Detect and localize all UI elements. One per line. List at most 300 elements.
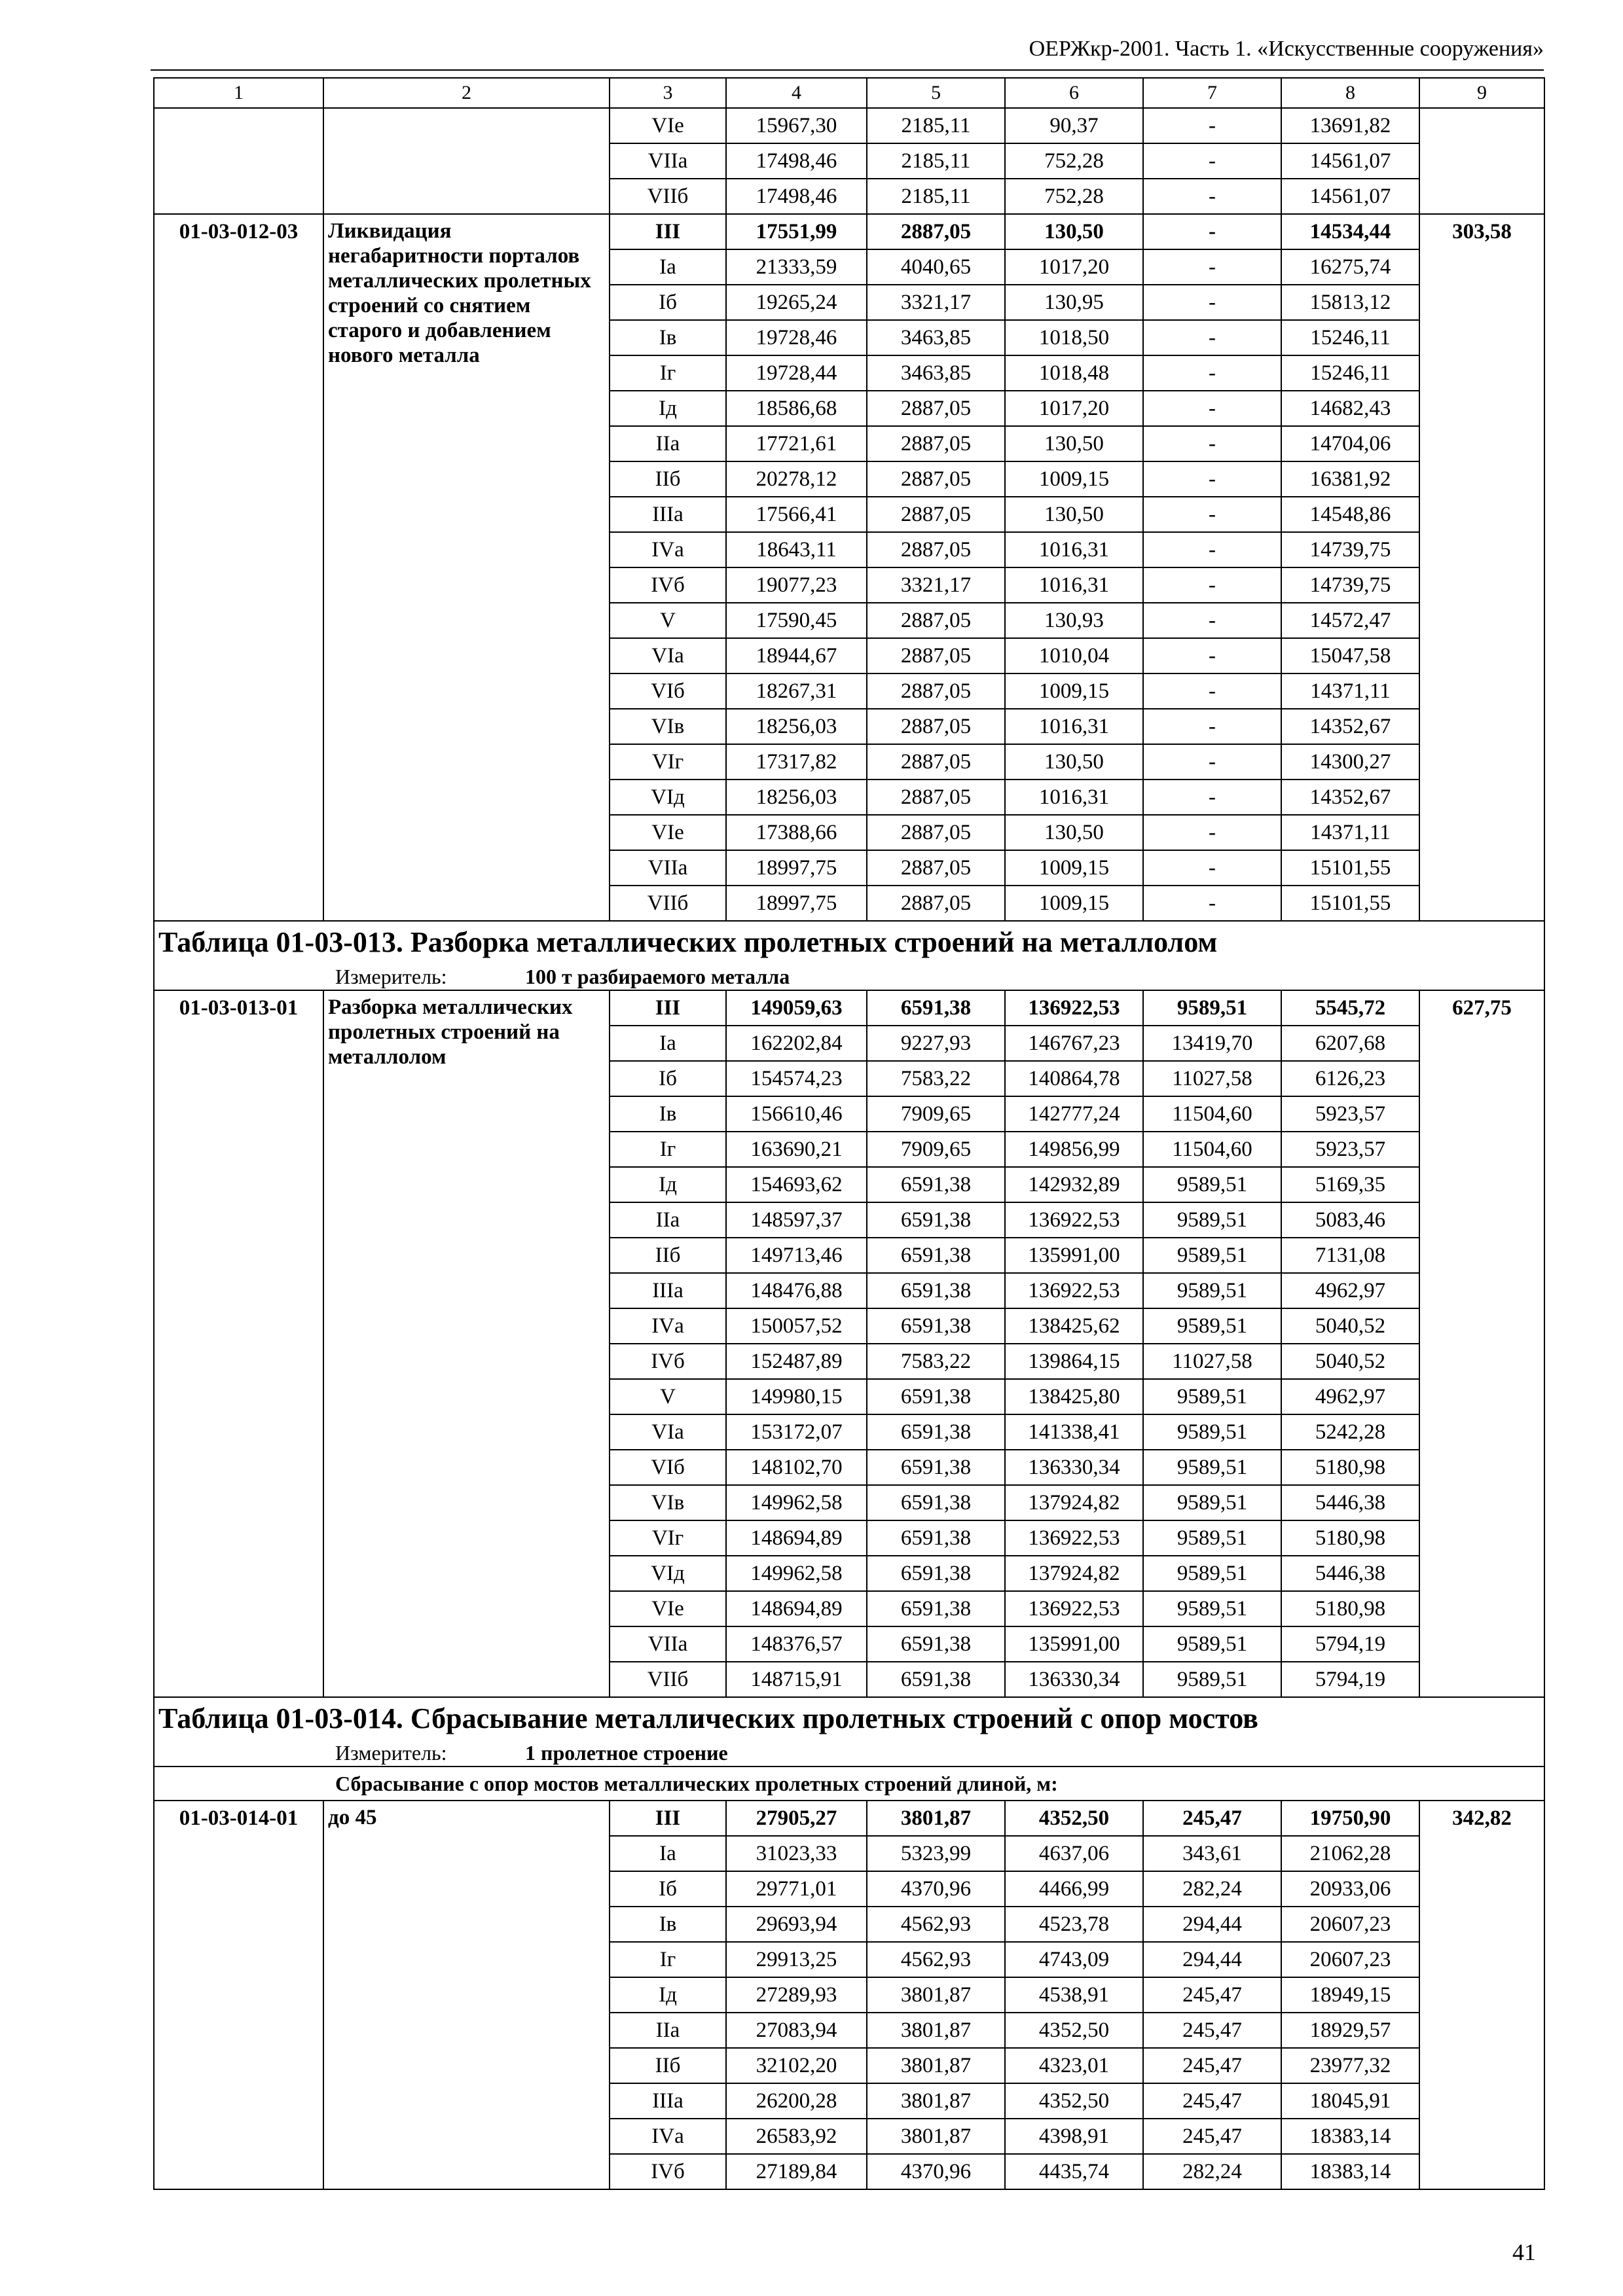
index-value: 342,82 [1419,1801,1544,2189]
cost-value: 4538,91 [1005,1977,1143,2013]
region-zone: IIб [610,1238,726,1273]
empty-cell [323,108,610,214]
cost-value: - [1143,744,1281,780]
cost-value: 18997,75 [726,886,867,921]
cost-value: 9589,51 [1143,1485,1281,1520]
column-number-row [154,78,1544,108]
cost-value: 9589,51 [1143,1591,1281,1626]
cost-value: 343,61 [1143,1836,1281,1871]
cost-value: 130,50 [1005,815,1143,850]
cost-value: 14572,47 [1281,603,1419,638]
cost-value: 27189,84 [726,2154,867,2189]
cost-value: 6591,38 [867,1450,1005,1485]
cost-value: 5040,52 [1281,1344,1419,1379]
region-zone: IVб [610,1344,726,1379]
cost-value: 14561,07 [1281,143,1419,179]
cost-value: 9589,51 [1143,1626,1281,1662]
cost-value: 5169,35 [1281,1167,1419,1202]
region-zone: VIг [610,1520,726,1556]
cost-value: 6591,38 [867,1485,1005,1520]
cost-value: 15047,58 [1281,638,1419,673]
cost-value: 2887,05 [867,214,1005,249]
column-number: 8 [1281,78,1419,108]
cost-value: 245,47 [1143,2048,1281,2083]
cost-value: 6591,38 [867,1308,1005,1344]
cost-value: 3801,87 [867,2119,1005,2154]
cost-value: 6591,38 [867,1273,1005,1308]
cost-value: 6126,23 [1281,1061,1419,1096]
subheader-row [154,1767,1544,1801]
cost-value: 9589,51 [1143,1556,1281,1591]
cost-value: 4435,74 [1005,2154,1143,2189]
cost-value: 14739,75 [1281,532,1419,567]
cost-value: 156610,46 [726,1096,867,1132]
cost-value: - [1143,709,1281,744]
cost-value: 138425,80 [1005,1379,1143,1414]
cost-value: 135991,00 [1005,1626,1143,1662]
region-zone: VIе [610,815,726,850]
cost-value: - [1143,320,1281,355]
cost-value: 9589,51 [1143,1450,1281,1485]
cost-value: 3321,17 [867,567,1005,603]
cost-value: 130,93 [1005,603,1143,638]
cost-value: 4370,96 [867,2154,1005,2189]
cost-value: 6591,38 [867,1414,1005,1450]
cost-value: 9589,51 [1143,990,1281,1026]
cost-value: 15101,55 [1281,886,1419,921]
subheader-text: Сбрасывание с опор мостов металлических пролетных строений длиной, м: [154,1767,1544,1801]
cost-value: 140864,78 [1005,1061,1143,1096]
cost-value: 21062,28 [1281,1836,1419,1871]
table-row [154,108,1544,143]
cost-value: 152487,89 [726,1344,867,1379]
cost-value: 15246,11 [1281,320,1419,355]
cost-value: 4323,01 [1005,2048,1143,2083]
cost-value: 7909,65 [867,1132,1005,1167]
cost-value: 149713,46 [726,1238,867,1273]
cost-value: 7583,22 [867,1061,1005,1096]
region-zone: V [610,603,726,638]
cost-value: 11027,58 [1143,1344,1281,1379]
region-zone: VIIб [610,886,726,921]
cost-value: 23977,32 [1281,2048,1419,2083]
cost-value: 282,24 [1143,2154,1281,2189]
cost-value: 1018,50 [1005,320,1143,355]
cost-value: 3463,85 [867,355,1005,391]
cost-value: 2887,05 [867,603,1005,638]
region-zone: Iб [610,1871,726,1907]
cost-value: 148102,70 [726,1450,867,1485]
cost-value: 14352,67 [1281,709,1419,744]
page-number: 41 [1512,2239,1536,2265]
cost-value: 15246,11 [1281,355,1419,391]
cost-value: 18383,14 [1281,2154,1419,2189]
column-number: 3 [610,78,726,108]
cost-value: 9589,51 [1143,1167,1281,1202]
cost-value: 17721,61 [726,426,867,461]
cost-value: 3801,87 [867,1977,1005,2013]
cost-value: 148715,91 [726,1662,867,1697]
cost-value: 6207,68 [1281,1026,1419,1061]
column-number: 4 [726,78,867,108]
cost-value: 2887,05 [867,461,1005,497]
column-number: 7 [1143,78,1281,108]
measure-row [154,1740,1544,1767]
table-row [154,1801,1544,1836]
cost-value: 2887,05 [867,673,1005,709]
region-zone: III [610,1801,726,1836]
cost-value: 3801,87 [867,2083,1005,2119]
cost-value: 4398,91 [1005,2119,1143,2154]
cost-value: 1009,15 [1005,886,1143,921]
cost-value: 16381,92 [1281,461,1419,497]
cost-value: 14739,75 [1281,567,1419,603]
cost-value: 19728,46 [726,320,867,355]
cost-value: 20607,23 [1281,1942,1419,1977]
cost-value: 4562,93 [867,1907,1005,1942]
cost-value: 17388,66 [726,815,867,850]
region-zone: Iб [610,1061,726,1096]
cost-value: - [1143,143,1281,179]
cost-value: 1009,15 [1005,673,1143,709]
measure-value: 100 т разбираемого металла [525,965,790,988]
cost-value: 9589,51 [1143,1414,1281,1450]
cost-value: 142777,24 [1005,1096,1143,1132]
cost-value: 14371,11 [1281,815,1419,850]
cost-value: 4466,99 [1005,1871,1143,1907]
index-value: 303,58 [1419,214,1544,921]
cost-value: 14561,07 [1281,179,1419,214]
cost-value: - [1143,567,1281,603]
cost-value: 18383,14 [1281,2119,1419,2154]
cost-value: 29693,94 [726,1907,867,1942]
cost-value: 136922,53 [1005,1202,1143,1238]
item-code: 01-03-014-01 [154,1801,323,2189]
cost-value: 5794,19 [1281,1626,1419,1662]
cost-value: 163690,21 [726,1132,867,1167]
cost-value: 5923,57 [1281,1096,1419,1132]
region-zone: IIIа [610,2083,726,2119]
cost-value: 20278,12 [726,461,867,497]
region-zone: IVб [610,2154,726,2189]
cost-value: 142932,89 [1005,1167,1143,1202]
region-zone: Iа [610,1836,726,1871]
cost-value: 9589,51 [1143,1662,1281,1697]
region-zone: VIб [610,673,726,709]
cost-value: 9589,51 [1143,1202,1281,1238]
cost-value: 18586,68 [726,391,867,426]
region-zone: IIа [610,1202,726,1238]
cost-value: 162202,84 [726,1026,867,1061]
cost-value: 14300,27 [1281,744,1419,780]
header-rule [151,69,1544,71]
estimate-table [153,77,1545,2190]
cost-value: 7131,08 [1281,1238,1419,1273]
cost-value: 4370,96 [867,1871,1005,1907]
cost-value: 130,50 [1005,497,1143,532]
cost-value: 17590,45 [726,603,867,638]
cost-value: 282,24 [1143,1871,1281,1907]
table-title: Таблица 01-03-013. Разборка металлических пролетных строений на металлолом [154,921,1544,963]
cost-value: 20933,06 [1281,1871,1419,1907]
cost-value: 3321,17 [867,285,1005,320]
cost-value: 18256,03 [726,709,867,744]
cost-value: 137924,82 [1005,1485,1143,1520]
cost-value: 5083,46 [1281,1202,1419,1238]
cost-value: 29913,25 [726,1942,867,1977]
cost-value: 137924,82 [1005,1556,1143,1591]
cost-value: 5545,72 [1281,990,1419,1026]
cost-value: 11504,60 [1143,1096,1281,1132]
cost-value: 245,47 [1143,2013,1281,2048]
region-zone: VIа [610,638,726,673]
cost-value: 3801,87 [867,2013,1005,2048]
region-zone: VIв [610,1485,726,1520]
cost-value: 18997,75 [726,850,867,886]
region-zone: Iв [610,1907,726,1942]
cost-value: - [1143,355,1281,391]
cost-value: 136330,34 [1005,1662,1143,1697]
cost-value: - [1143,391,1281,426]
cost-value: 14534,44 [1281,214,1419,249]
cost-value: 1010,04 [1005,638,1143,673]
cost-value: 2887,05 [867,532,1005,567]
cost-value: 6591,38 [867,1167,1005,1202]
cost-value: 11504,60 [1143,1132,1281,1167]
cost-value: - [1143,673,1281,709]
region-zone: IVа [610,1308,726,1344]
region-zone: IVа [610,532,726,567]
cost-value: 5180,98 [1281,1450,1419,1485]
cost-value: 153172,07 [726,1414,867,1450]
cost-value: 2887,05 [867,886,1005,921]
cost-value: 245,47 [1143,1801,1281,1836]
cost-value: 6591,38 [867,1202,1005,1238]
cost-value: 11027,58 [1143,1061,1281,1096]
region-zone: VIIб [610,1662,726,1697]
cost-value: 14704,06 [1281,426,1419,461]
cost-value: 7909,65 [867,1096,1005,1132]
region-zone: IIа [610,2013,726,2048]
cost-value: 32102,20 [726,2048,867,2083]
cost-value: - [1143,285,1281,320]
region-zone: III [610,990,726,1026]
region-zone: VIд [610,780,726,815]
cost-value: 4523,78 [1005,1907,1143,1942]
cost-value: 17551,99 [726,214,867,249]
cost-value: 245,47 [1143,2083,1281,2119]
cost-value: 18643,11 [726,532,867,567]
cost-value: 136922,53 [1005,990,1143,1026]
cost-value: 149962,58 [726,1556,867,1591]
cost-value: 7583,22 [867,1344,1005,1379]
cost-value: 2887,05 [867,815,1005,850]
cost-value: 17566,41 [726,497,867,532]
region-zone: Iа [610,249,726,285]
cost-value: - [1143,214,1281,249]
cost-value: 130,95 [1005,285,1143,320]
region-zone: Iд [610,391,726,426]
region-zone: VIе [610,108,726,143]
column-number: 6 [1005,78,1143,108]
cost-value: 294,44 [1143,1907,1281,1942]
cost-value: 18949,15 [1281,1977,1419,2013]
cost-value: 1018,48 [1005,355,1143,391]
cost-value: 2887,05 [867,391,1005,426]
cost-value: 6591,38 [867,990,1005,1026]
item-name: Разборка металлических пролетных строений на металлолом [323,990,610,1697]
cost-value: - [1143,532,1281,567]
cost-value: 20607,23 [1281,1907,1419,1942]
cost-value: 1016,31 [1005,567,1143,603]
cost-value: 14371,11 [1281,673,1419,709]
region-zone: IIIа [610,1273,726,1308]
item-code: 01-03-013-01 [154,990,323,1697]
item-name: Ликвидация негабаритности порталов металлических пролетных строений со снятием старого и добавлением нового металла [323,214,610,921]
cost-value: 5794,19 [1281,1662,1419,1697]
cost-value: 149980,15 [726,1379,867,1414]
cost-value: 148476,88 [726,1273,867,1308]
table-title: Таблица 01-03-014. Сбрасывание металлических пролетных строений с опор мостов [154,1697,1544,1740]
cost-value: - [1143,426,1281,461]
cost-value: 6591,38 [867,1520,1005,1556]
cost-value: 21333,59 [726,249,867,285]
cost-value: - [1143,249,1281,285]
column-number: 9 [1419,78,1544,108]
cost-value: 9589,51 [1143,1308,1281,1344]
cost-value: 6591,38 [867,1379,1005,1414]
cost-value: - [1143,815,1281,850]
table-row [154,214,1544,249]
cost-value: 146767,23 [1005,1026,1143,1061]
cost-value: - [1143,638,1281,673]
region-zone: IVа [610,2119,726,2154]
cost-value: 2185,11 [867,143,1005,179]
cost-value: 136922,53 [1005,1591,1143,1626]
region-zone: Iд [610,1167,726,1202]
cost-value: 135991,00 [1005,1238,1143,1273]
column-number: 1 [154,78,323,108]
cost-value: 148694,89 [726,1591,867,1626]
cost-value: 5923,57 [1281,1132,1419,1167]
cost-value: 148376,57 [726,1626,867,1662]
cost-value: 136330,34 [1005,1450,1143,1485]
region-zone: V [610,1379,726,1414]
column-number: 5 [867,78,1005,108]
measure-label: Измеритель: [335,965,447,988]
measure-cell [154,963,1544,990]
cost-value: 29771,01 [726,1871,867,1907]
cost-value: 18944,67 [726,638,867,673]
cost-value: 154574,23 [726,1061,867,1096]
cost-value: 19077,23 [726,567,867,603]
cost-value: 6591,38 [867,1556,1005,1591]
cost-value: 2887,05 [867,709,1005,744]
page-header: ОЕРЖкр-2001. Часть 1. «Искусственные сооружения» [1029,37,1544,61]
cost-value: 5040,52 [1281,1308,1419,1344]
region-zone: VIIб [610,179,726,214]
cost-value: 6591,38 [867,1662,1005,1697]
cost-value: 245,47 [1143,1977,1281,2013]
cost-value: 18256,03 [726,780,867,815]
cost-value: - [1143,108,1281,143]
cost-value: 2887,05 [867,638,1005,673]
region-zone: VIб [610,1450,726,1485]
region-zone: Iб [610,285,726,320]
cost-value: 9227,93 [867,1026,1005,1061]
cost-value: 16275,74 [1281,249,1419,285]
cost-value: 4352,50 [1005,2083,1143,2119]
table-title-row [154,1697,1544,1740]
region-zone: VIг [610,744,726,780]
cost-value: 1017,20 [1005,249,1143,285]
region-zone: Iа [610,1026,726,1061]
cost-value: 4962,97 [1281,1379,1419,1414]
region-zone: VIIа [610,1626,726,1662]
cost-value: 294,44 [1143,1942,1281,1977]
cost-value: 18045,91 [1281,2083,1419,2119]
cost-value: 31023,33 [726,1836,867,1871]
cost-value: 130,50 [1005,214,1143,249]
cost-value: 4040,65 [867,249,1005,285]
cost-value: - [1143,850,1281,886]
cost-value: 6591,38 [867,1591,1005,1626]
cost-value: - [1143,179,1281,214]
cost-value: 4562,93 [867,1942,1005,1977]
table-title-row [154,921,1544,963]
cost-value: 150057,52 [726,1308,867,1344]
cost-value: 148694,89 [726,1520,867,1556]
cost-value: 2887,05 [867,850,1005,886]
region-zone: Iг [610,355,726,391]
index-value: 627,75 [1419,990,1544,1697]
cost-value: 13691,82 [1281,108,1419,143]
cost-value: 4743,09 [1005,1942,1143,1977]
region-zone: VIд [610,1556,726,1591]
cost-value: 19728,44 [726,355,867,391]
cost-value: 15101,55 [1281,850,1419,886]
cost-value: 1009,15 [1005,850,1143,886]
empty-cell [1419,108,1544,214]
cost-value: 1016,31 [1005,780,1143,815]
cost-value: 9589,51 [1143,1238,1281,1273]
cost-value: 15967,30 [726,108,867,143]
cost-value: 136922,53 [1005,1273,1143,1308]
cost-value: 752,28 [1005,143,1143,179]
cost-value: 141338,41 [1005,1414,1143,1450]
cost-value: 4637,06 [1005,1836,1143,1871]
cost-value: 138425,62 [1005,1308,1143,1344]
region-zone: IIб [610,461,726,497]
cost-value: 90,37 [1005,108,1143,143]
cost-value: 154693,62 [726,1167,867,1202]
cost-value: 17317,82 [726,744,867,780]
cost-value: 27905,27 [726,1801,867,1836]
item-code: 01-03-012-03 [154,214,323,921]
cost-value: 245,47 [1143,2119,1281,2154]
table-row [154,990,1544,1026]
cost-value: - [1143,780,1281,815]
cost-value: 14682,43 [1281,391,1419,426]
region-zone: Iг [610,1942,726,1977]
measure-value: 1 пролетное строение [525,1741,728,1765]
cost-value: 1016,31 [1005,709,1143,744]
cost-value: 149059,63 [726,990,867,1026]
cost-value: 13419,70 [1143,1026,1281,1061]
cost-value: 752,28 [1005,179,1143,214]
cost-value: 17498,46 [726,143,867,179]
region-zone: Iв [610,320,726,355]
